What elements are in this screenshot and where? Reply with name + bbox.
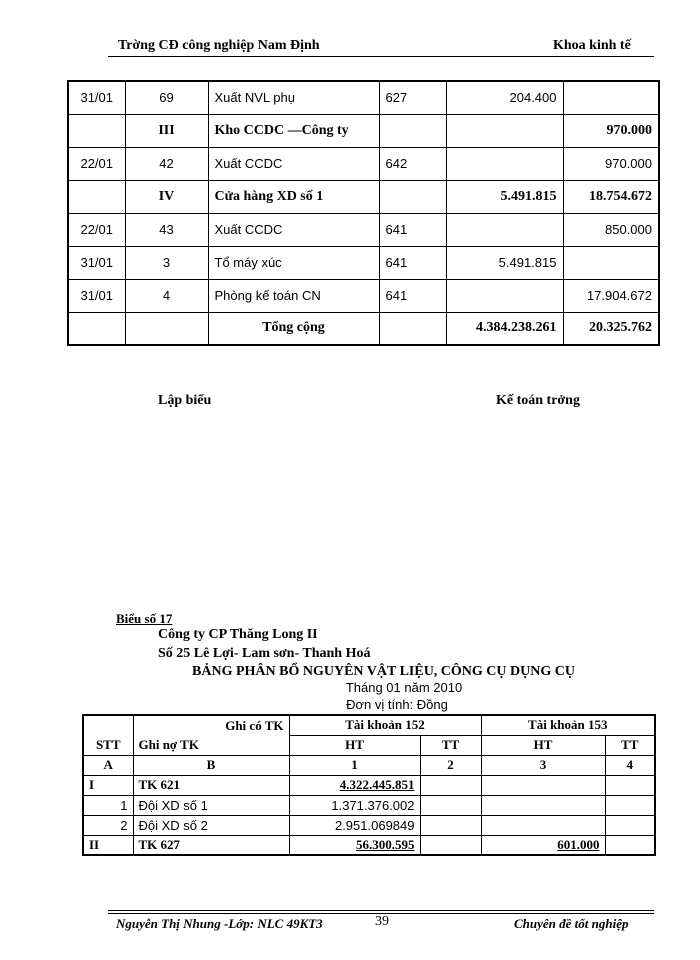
ht-152-header: HT — [289, 735, 420, 755]
ledger-total-credit: 20.325.762 — [563, 312, 659, 345]
ledger-debit-amount — [446, 279, 563, 312]
footer-author: Nguyễn Thị Nhung -Lớp: NLC 49KT3 — [116, 916, 323, 931]
ledger-doc-number: III — [125, 114, 208, 147]
ledger-empty-cell — [68, 312, 125, 345]
ledger-row — [68, 81, 659, 114]
ledger-description: Cửa hàng XD số 1 — [208, 180, 379, 213]
ledger-total-label: Tổng cộng — [208, 312, 379, 345]
footer-divider — [108, 910, 654, 911]
ledger-account: 642 — [379, 147, 446, 180]
ledger-description: Kho CCDC —Công ty — [208, 114, 379, 147]
page-number: 39 — [375, 914, 389, 929]
ledger-account: 641 — [379, 246, 446, 279]
account-152-header: Tài khoản 152 — [289, 715, 481, 735]
ledger-credit-amount — [563, 81, 659, 114]
ledger-total-debit: 4.384.238.261 — [446, 312, 563, 345]
allocation-stt: I — [83, 775, 133, 795]
ledger-date: 22/01 — [68, 213, 125, 246]
ledger-credit-amount — [563, 246, 659, 279]
ht-153-header: HT — [481, 735, 605, 755]
ledger-doc-number: 69 — [125, 81, 208, 114]
column-code: 4 — [605, 755, 655, 775]
allocation-tt-153 — [605, 775, 655, 795]
allocation-row — [83, 815, 655, 835]
ledger-credit-amount: 970.000 — [563, 114, 659, 147]
ledger-account: 641 — [379, 213, 446, 246]
signature-preparer: Lập biểu — [158, 393, 212, 408]
ledger-doc-number: 3 — [125, 246, 208, 279]
period-label: Tháng 01 năm 2010 — [345, 680, 463, 695]
ledger-credit-amount: 17.904.672 — [563, 279, 659, 312]
allocation-account: Đội XD số 2 — [133, 815, 289, 835]
column-code: 3 — [481, 755, 605, 775]
allocation-tt-153 — [605, 815, 655, 835]
form-number: Biểu số 17 — [116, 611, 173, 626]
ledger-date — [68, 114, 125, 147]
allocation-account: Đội XD số 1 — [133, 795, 289, 815]
allocation-ht-153 — [481, 795, 605, 815]
allocation-stt: 1 — [83, 795, 133, 815]
allocation-tt-153 — [605, 795, 655, 815]
ledger-debit-amount: 204.400 — [446, 81, 563, 114]
allocation-row — [83, 795, 655, 815]
allocation-header-row-2 — [83, 735, 655, 755]
allocation-ht-152: 1.371.376.002 — [289, 795, 420, 815]
stt-header: STT — [83, 735, 133, 755]
allocation-tt-152 — [420, 775, 481, 795]
allocation-tt-152 — [420, 815, 481, 835]
ledger-account — [379, 114, 446, 147]
ledger-date — [68, 180, 125, 213]
ledger-doc-number: 4 — [125, 279, 208, 312]
allocation-header-row-1 — [83, 715, 655, 735]
ledger-credit-amount: 970.000 — [563, 147, 659, 180]
ledger-date: 31/01 — [68, 246, 125, 279]
ledger-date: 31/01 — [68, 81, 125, 114]
ledger-empty-cell — [379, 312, 446, 345]
column-code: 2 — [420, 755, 481, 775]
account-153-header: Tài khoản 153 — [481, 715, 655, 735]
ledger-empty-cell — [125, 312, 208, 345]
ledger-debit-amount — [446, 114, 563, 147]
allocation-ht-152: 4.322.445.851 — [289, 775, 420, 795]
allocation-title: BẢNG PHÂN BỔ NGUYÊN VẬT LIỆU, CÔNG CỤ DỤNG CỤ — [192, 664, 575, 679]
ledger-row — [68, 147, 659, 180]
allocation-ht-153 — [481, 815, 605, 835]
header-divider — [108, 56, 654, 57]
header-school: Trờng CĐ công nghiệp Nam Định — [118, 38, 320, 53]
allocation-account: TK 621 — [133, 775, 289, 795]
ledger-doc-number: 42 — [125, 147, 208, 180]
credit-account-header: Ghi có TK — [133, 715, 289, 735]
company-address: Số 25 Lê Lợi- Lam sơn- Thanh Hoá — [158, 646, 371, 661]
column-code: B — [133, 755, 289, 775]
company-name: Công ty CP Thăng Long II — [158, 627, 318, 642]
allocation-account: TK 627 — [133, 835, 289, 855]
allocation-ht-152: 2.951.069849 — [289, 815, 420, 835]
ledger-row — [68, 114, 659, 147]
tt-153-header: TT — [605, 735, 655, 755]
allocation-stt: II — [83, 835, 133, 855]
ledger-doc-number: IV — [125, 180, 208, 213]
allocation-ht-153: 601.000 — [481, 835, 605, 855]
footer-thesis-label: Chuyên đề tốt nghiệp — [514, 916, 629, 931]
ledger-account: 641 — [379, 279, 446, 312]
column-code: A — [83, 755, 133, 775]
ledger-row — [68, 279, 659, 312]
allocation-tt-152 — [420, 795, 481, 815]
allocation-table — [82, 714, 656, 856]
ledger-row — [68, 246, 659, 279]
ledger-total-row — [68, 312, 659, 345]
ledger-row — [68, 213, 659, 246]
signature-chief-accountant: Kế toán trởng — [496, 393, 580, 408]
stt-header-top — [83, 715, 133, 735]
ledger-row — [68, 180, 659, 213]
ledger-debit-amount — [446, 147, 563, 180]
column-code-row — [83, 755, 655, 775]
ledger-doc-number: 43 — [125, 213, 208, 246]
debit-account-header: Ghi nợ TK — [133, 735, 289, 755]
ledger-description: Xuất CCDC — [208, 213, 379, 246]
column-code: 1 — [289, 755, 420, 775]
ledger-description: Phòng kế toán CN — [208, 279, 379, 312]
tt-152-header: TT — [420, 735, 481, 755]
ledger-date: 22/01 — [68, 147, 125, 180]
ledger-debit-amount — [446, 213, 563, 246]
ledger-account — [379, 180, 446, 213]
ledger-account: 627 — [379, 81, 446, 114]
allocation-ht-152: 56.300.595 — [289, 835, 420, 855]
header-faculty: Khoa kinh tế — [553, 38, 631, 53]
allocation-tt-153 — [605, 835, 655, 855]
ledger-credit-amount: 850.000 — [563, 213, 659, 246]
allocation-row — [83, 835, 655, 855]
ledger-table — [67, 80, 660, 346]
allocation-ht-153 — [481, 775, 605, 795]
ledger-date: 31/01 — [68, 279, 125, 312]
allocation-row — [83, 775, 655, 795]
ledger-description: Xuất CCDC — [208, 147, 379, 180]
allocation-stt: 2 — [83, 815, 133, 835]
allocation-tt-152 — [420, 835, 481, 855]
ledger-debit-amount: 5.491.815 — [446, 180, 563, 213]
currency-unit: Đơn vị tính: Đồng — [346, 697, 448, 712]
ledger-description: Xuất NVL phụ — [208, 81, 379, 114]
ledger-debit-amount: 5.491.815 — [446, 246, 563, 279]
ledger-description: Tổ máy xúc — [208, 246, 379, 279]
ledger-credit-amount: 18.754.672 — [563, 180, 659, 213]
